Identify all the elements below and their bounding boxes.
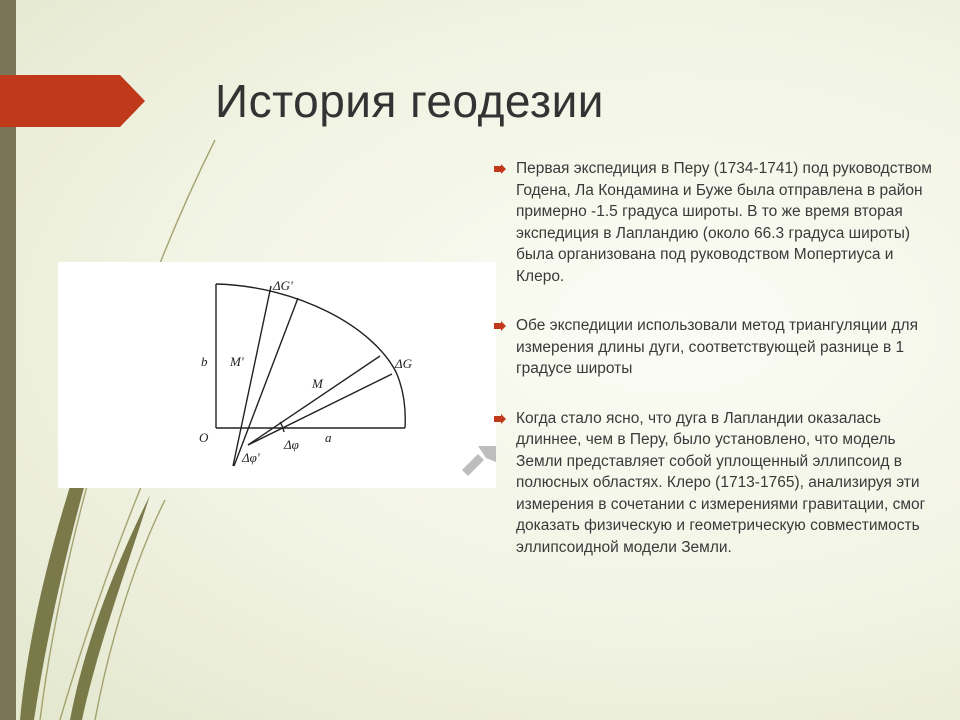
pen-cursor-icon — [462, 446, 496, 476]
label-b: b — [201, 354, 208, 369]
slide-title: История геодезии — [215, 75, 604, 127]
bullet-text: Первая экспедиция в Перу (1734-1741) под руководством Годена, Ла Кондамина и Буже была отправлена в район примерно -1.5 градуса широты. В то же время вторая экспедиция в Лапландию (около 66.3 градуса широты) была организована под руководством Мопертиуса и Клеро. — [516, 160, 932, 285]
bullet-text: Обе экспедиции использовали метод триангуляции для измерения длины дуги, соответствующей разнице в 1 градусе широты — [516, 317, 918, 377]
title-accent-arrow — [0, 75, 145, 127]
geodesy-arc-diagram — [58, 262, 496, 488]
label-dG-top: ΔG' — [273, 278, 293, 293]
bullet-text: Когда стало ясно, что дуга в Лапландии оказалась длиннее, чем в Перу, было установлено, что модель Земли представляет собой уплощенный эллипсоид в полюсных областях. Клеро (1713-1765), анализируя эти измерения в сочетании с измерениями гравитации, смог доказать физическую и геометрическую совместимость эллипсоидной модели Земли. — [516, 409, 926, 556]
label-o: O — [199, 430, 209, 445]
slide-content — [492, 158, 932, 586]
normal-line-3 — [248, 356, 380, 445]
normal-line-1 — [233, 286, 271, 466]
bullet-item — [492, 315, 932, 380]
label-a: a — [325, 430, 332, 445]
bullet-item — [492, 158, 932, 287]
label-dphi-prime: Δφ' — [242, 450, 260, 465]
ellipse-arc — [216, 284, 405, 428]
label-dphi: Δφ — [284, 437, 299, 452]
bullet-arrow-icon — [494, 321, 506, 331]
bullet-arrow-icon — [494, 164, 506, 174]
bullet-item — [492, 408, 932, 559]
bullet-arrow-icon — [494, 414, 506, 424]
label-m: M — [312, 376, 323, 391]
label-m-prime: M' — [230, 354, 244, 369]
label-dG: ΔG — [395, 356, 413, 371]
